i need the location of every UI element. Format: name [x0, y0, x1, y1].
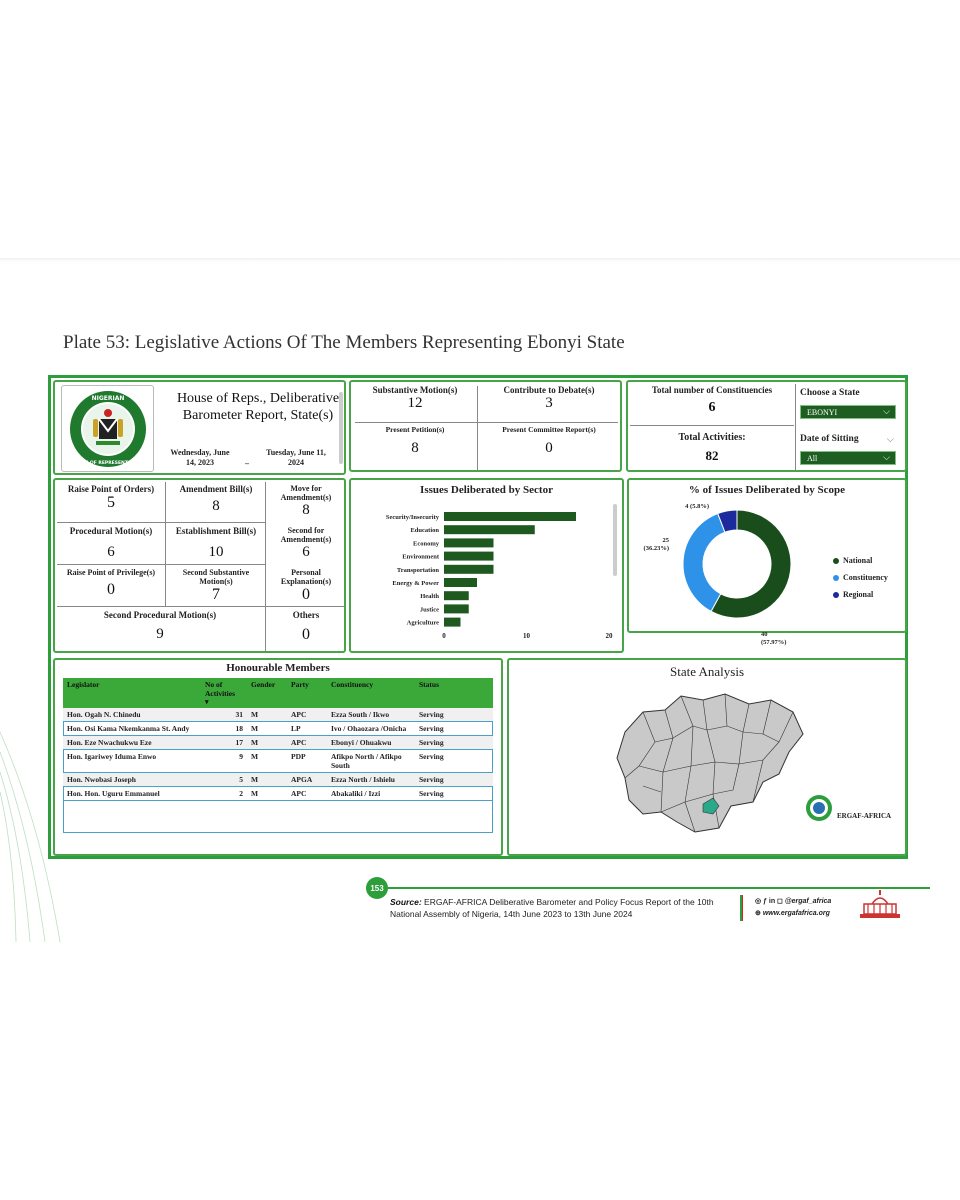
x-tick-label: 0 — [442, 632, 446, 640]
action-move-for-amendment: Move for Amendment(s) 8 — [280, 484, 332, 518]
donut-data-label: 4 (5.8%) — [685, 503, 709, 510]
state-dropdown[interactable] — [800, 405, 896, 419]
action-procedural-motion: Procedural Motion(s) 6 — [69, 526, 153, 560]
ergaf-logo-icon — [805, 794, 833, 822]
scope-chart-title: % of Issues Deliberated by Scope — [688, 484, 846, 496]
sort-icon: ▾ — [205, 698, 209, 706]
action-second-procedural-motion: Second Procedural Motion(s) 9 — [103, 610, 217, 642]
coat-of-arms-icon — [68, 389, 148, 469]
seal-top-text: NIGERIAN — [91, 394, 124, 402]
table-cell: Serving — [415, 708, 493, 722]
chart-scrollbar[interactable] — [613, 504, 617, 576]
bar-label: Energy & Power — [392, 580, 439, 587]
chevron-down-icon: ⌵ — [886, 435, 894, 445]
bar-label: Justice — [419, 606, 439, 614]
sector-bar-chart — [351, 498, 621, 650]
map-panel — [507, 658, 907, 856]
table-cell: Abakaliki / Izzi — [327, 787, 415, 801]
state-dropdown-value: EBONYI — [807, 408, 838, 417]
legend-entry — [833, 573, 888, 582]
x-tick-label: 20 — [605, 632, 613, 640]
legend-entry — [833, 556, 872, 565]
stat-label: Present Committee Report(s) — [502, 425, 596, 434]
table-cell: 18 — [201, 722, 247, 736]
table-cell: 5 — [201, 773, 247, 787]
stat-contribute-debate — [479, 385, 619, 412]
table-cell: Serving — [415, 736, 493, 750]
action-personal-explanation: Personal Explanation(s) 0 — [280, 568, 332, 603]
stat-label: Present Petition(s) — [385, 425, 445, 434]
action-raise-point-of-orders: Raise Point of Orders) 5 — [67, 484, 155, 511]
divider — [265, 482, 266, 651]
legend-swatch-icon — [833, 592, 839, 598]
action-raise-point-of-privilege: Raise Point of Privilege(s) 0 — [66, 568, 156, 598]
chevron-down-icon: ⌵ — [883, 406, 890, 416]
table-cell: APC — [287, 787, 327, 801]
divider — [265, 606, 345, 607]
state-filter-label: Choose a State — [800, 388, 860, 398]
bar-label: Environment — [402, 553, 439, 561]
social-handle: @ergaf_africa — [784, 898, 832, 905]
activities-value: 82 — [705, 448, 719, 463]
action-establishment-bills: Establishment Bill(s) 10 — [175, 526, 257, 560]
bar-label: Transportation — [396, 566, 439, 574]
table-cell: M — [247, 773, 287, 787]
table-cell: Ezza North / Ishielu — [327, 773, 415, 787]
action-others: Others 0 — [292, 610, 320, 643]
action-second-substantive-motion: Second Substantive Motion(s) 7 — [182, 568, 250, 603]
column-header[interactable]: Status — [415, 678, 493, 708]
bar-label: Security/Insecurity — [385, 514, 439, 521]
sector-chart-title: Issues Deliberated by Sector — [420, 484, 553, 496]
map-title: State Analysis — [669, 664, 745, 679]
map-brand: ERGAF-AFRICA — [837, 812, 892, 820]
divider — [57, 522, 265, 523]
divider — [630, 425, 794, 426]
table-cell: Hon. Nwobasi Joseph — [63, 773, 201, 787]
table-cell: Hon. Osi Kama Nkemkanma St. Andy — [63, 722, 201, 736]
date-separator: _ — [245, 456, 249, 465]
table-row[interactable] — [63, 736, 493, 750]
stat-label: Substantive Motion(s) — [372, 385, 458, 395]
bar[interactable] — [444, 538, 494, 547]
column-header[interactable]: No of Activities ▾ — [201, 678, 247, 708]
bar[interactable] — [444, 552, 494, 561]
bar-label: Economy — [413, 540, 439, 548]
divider — [57, 606, 265, 607]
table-cell: APC — [287, 708, 327, 722]
members-title: Honourable Members — [226, 662, 330, 674]
table-cell: Hon. Hon. Uguru Emmanuel — [63, 787, 201, 801]
column-header[interactable]: Constituency — [327, 678, 415, 708]
column-header[interactable]: Gender — [247, 678, 287, 708]
table-cell: M — [247, 787, 287, 801]
date-dropdown-value: All — [807, 454, 818, 463]
chevron-down-icon: ⌵ — [883, 452, 890, 462]
page-number: 153 — [366, 877, 388, 899]
stat-value: 3 — [545, 395, 553, 411]
header-panel — [53, 380, 346, 475]
footer-social — [755, 896, 831, 920]
dashboard — [48, 375, 908, 859]
legend-label: Regional — [843, 590, 874, 599]
table-cell: Serving — [415, 750, 493, 773]
donut-data-label: 25 (36.23%) — [643, 537, 669, 552]
website: www.ergafafrica.org — [762, 910, 830, 917]
bar[interactable] — [444, 578, 477, 587]
members-table — [63, 678, 493, 801]
table-cell: Ebonyi / Ohuakwu — [327, 736, 415, 750]
table-row[interactable] — [63, 708, 493, 722]
plate-title: Plate 53: Legislative Actions Of The Members Representing Ebonyi State — [63, 332, 625, 353]
table-cell: APGA — [287, 773, 327, 787]
table-cell: PDP — [287, 750, 327, 773]
table-row[interactable] — [63, 722, 493, 736]
table-row[interactable] — [63, 787, 493, 801]
house-seal — [61, 385, 154, 472]
column-header[interactable]: Legislator — [63, 678, 201, 708]
bar[interactable] — [444, 604, 469, 613]
bar[interactable] — [444, 512, 576, 521]
table-row[interactable] — [63, 750, 493, 773]
table-cell: LP — [287, 722, 327, 736]
legend-swatch-icon — [833, 558, 839, 564]
scope-chart-panel — [627, 478, 907, 646]
donut-data-label: 40 (57.97%) — [761, 631, 787, 646]
table-row[interactable] — [63, 773, 493, 787]
table-cell: 17 — [201, 736, 247, 750]
date-from: Wednesday, June 14, 2023 — [170, 448, 230, 467]
seal-bottom-text: HOUSE OF REPRESENTATIVES — [70, 460, 145, 466]
table-cell: Hon. Ogah N. Chinedu — [63, 708, 201, 722]
actions-panel — [53, 478, 346, 653]
source-label: Source: — [390, 897, 422, 907]
date-filter-label: Date of Sitting ⌵ — [800, 434, 894, 445]
report-page — [0, 262, 960, 942]
table-cell: 31 — [201, 708, 247, 722]
parliament-building-icon — [858, 890, 902, 920]
activities-label: Total Activities: — [678, 432, 746, 443]
bar[interactable] — [444, 525, 535, 534]
bar[interactable] — [444, 565, 494, 574]
table-cell: Ezza South / Ikwo — [327, 708, 415, 722]
legend-entry — [833, 590, 873, 599]
bar[interactable] — [444, 591, 469, 600]
source-text: ERGAF-AFRICA Deliberative Barometer and Policy Focus Report of the 10th National Assembly of Nigeria, 14th June 2023 to 13th June 2024 — [390, 897, 714, 919]
sector-chart-panel — [349, 478, 624, 653]
x-tick-label: 10 — [523, 632, 530, 640]
social-icons: ◎ ƒ in ◻ — [755, 898, 785, 905]
stat-value: 8 — [411, 440, 419, 456]
table-cell: Serving — [415, 787, 493, 801]
summary-panel — [626, 380, 907, 472]
date-dropdown[interactable] — [800, 451, 896, 465]
table-cell: M — [247, 736, 287, 750]
date-to: Tuesday, June 11, 2024 — [266, 448, 326, 467]
divider — [165, 482, 166, 606]
action-second-for-amendment: Second for Amendment(s) 6 — [280, 526, 332, 560]
table-cell: 2 — [201, 787, 247, 801]
stat-value: 12 — [407, 395, 423, 411]
donut-slice[interactable] — [683, 514, 725, 612]
constituencies-value: 6 — [708, 400, 716, 415]
table-cell: Hon. Eze Nwachukwu Eze — [63, 736, 201, 750]
footer-separator — [740, 895, 743, 921]
divider — [795, 384, 796, 470]
header-scrollbar[interactable] — [339, 392, 343, 464]
table-cell: 9 — [201, 750, 247, 773]
scope-donut-chart — [629, 494, 829, 646]
table-cell: Serving — [415, 722, 493, 736]
legend-label: Constituency — [843, 573, 888, 582]
constituencies-count — [630, 385, 794, 416]
stat-substantive-motion — [355, 385, 475, 412]
column-header[interactable]: Party — [287, 678, 327, 708]
divider — [477, 386, 478, 470]
bar-label: Education — [410, 527, 439, 535]
footer-rule — [388, 887, 930, 889]
bar-label: Health — [420, 593, 439, 601]
table-cell: APC — [287, 736, 327, 750]
total-activities — [630, 432, 794, 464]
table-cell: M — [247, 750, 287, 773]
table-cell: Serving — [415, 773, 493, 787]
footer-source — [390, 896, 740, 920]
stat-label: Contribute to Debate(s) — [503, 385, 595, 395]
table-cell: M — [247, 708, 287, 722]
legend-swatch-icon — [833, 575, 839, 581]
stat-present-petition — [355, 425, 475, 457]
divider — [57, 564, 265, 565]
constituencies-label: Total number of Constituencies — [651, 385, 773, 395]
members-table-header — [63, 678, 493, 708]
table-cell: M — [247, 722, 287, 736]
action-amendment-bills: Amendment Bill(s) 8 — [179, 484, 253, 514]
bar-label: Agriculture — [406, 619, 439, 627]
bar[interactable] — [444, 618, 461, 627]
legend-label: National — [843, 556, 873, 565]
members-panel — [53, 658, 503, 856]
divider — [355, 422, 618, 423]
table-cell: Hon. Igariwey Iduma Enwo — [63, 750, 201, 773]
stat-present-committee-report — [479, 425, 619, 457]
top-stats-panel — [349, 380, 622, 472]
stat-value: 0 — [545, 440, 553, 456]
report-title: House of Reps., Deliberative Barometer Report, State(s) — [176, 391, 340, 423]
nigeria-map — [603, 682, 813, 842]
globe-icon: ⊕ — [755, 910, 763, 917]
table-cell: Afikpo North / Afikpo South — [327, 750, 415, 773]
table-cell: Ivo / Ohaozara /Onicha — [327, 722, 415, 736]
